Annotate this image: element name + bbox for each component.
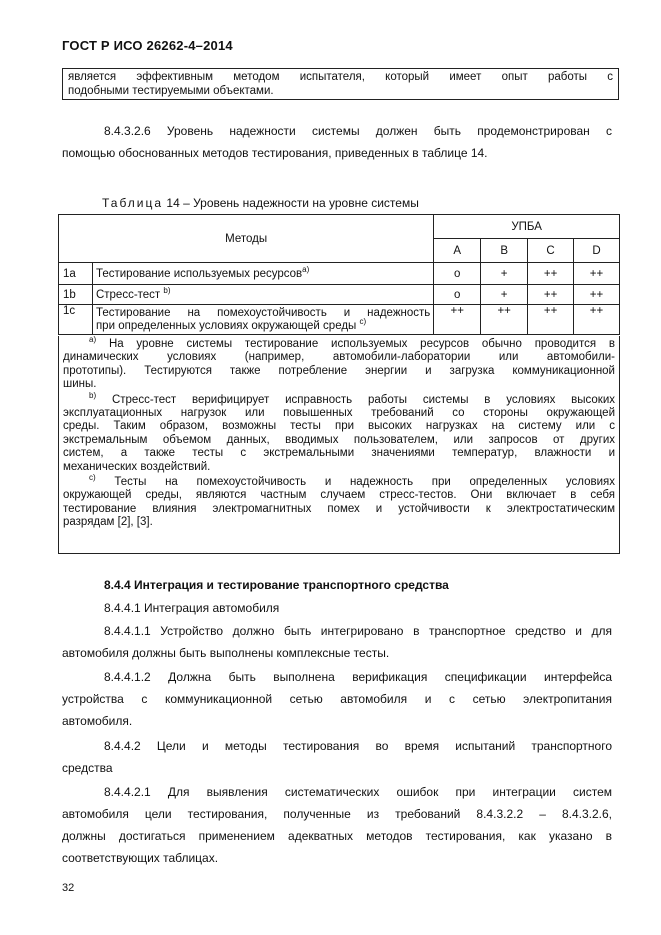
- page-number: 32: [62, 882, 75, 894]
- cell-value: o: [434, 263, 481, 285]
- note-text: механических воздействий.: [63, 460, 211, 473]
- row-method: [92, 285, 433, 305]
- footnote-mark: b): [89, 390, 97, 400]
- cell-value: ++: [481, 305, 528, 335]
- note-text: среды. Таким образом, возможны тесты при высоких нагрузках на систему или с: [63, 420, 615, 433]
- cell-value: ++: [528, 263, 574, 285]
- paragraph-8-4-4-1: 8.4.4.1 Интеграция автомобиля: [104, 601, 280, 615]
- text-line: устройства с коммуникационной сетью автомобиля и с сетью электропитания: [62, 692, 612, 706]
- footnote-ref: c): [359, 316, 367, 326]
- cell-value: ++: [574, 263, 620, 285]
- cell-value: ++: [528, 285, 574, 305]
- note-text: Стресс-тест верифицирует исправность работы системы в условиях высоких: [111, 393, 615, 406]
- text-line: 8.4.4.2.1 Для выявления систематических ошибок при интеграции систем: [104, 785, 612, 799]
- section-title: 8.4.4 Интеграция и тестирование транспортного средства: [104, 578, 449, 592]
- row-id: 1b: [59, 285, 93, 305]
- method-text: при определенных условиях окружающей среды: [95, 319, 357, 332]
- text-line: автомобиля должны быть выполнены комплексные тесты.: [62, 646, 390, 660]
- section-8-4-4-title: [104, 574, 449, 596]
- text-line: должны достигаться применением адекватных методов тестирования, как указано в: [62, 829, 612, 843]
- table-row: [59, 285, 620, 305]
- method-text: Стресс-тест: [95, 288, 161, 301]
- table-caption-word: Таблица: [102, 196, 164, 210]
- paragraph-8-4-4-1-1: [62, 620, 612, 664]
- header-level: C: [528, 239, 574, 263]
- text-line: автомобиля.: [62, 714, 133, 728]
- cell-value: ++: [574, 305, 620, 335]
- header-level: A: [434, 239, 481, 263]
- footnote-mark: a): [89, 335, 97, 345]
- note-text: прототипы). Тестируются также потребление энергии и загрузка коммуникационной: [63, 364, 615, 377]
- header-upba: УПБА: [434, 215, 620, 239]
- footnote-ref: b): [163, 285, 171, 295]
- text-line: соответствующих таблицах.: [62, 851, 219, 865]
- note-text: экстремальным объемом данных, вводимых пользователем, или запросов от других: [63, 433, 615, 446]
- footnote-c: [63, 473, 615, 530]
- cell-value: ++: [574, 285, 620, 305]
- continuation-box: [62, 68, 619, 100]
- text-line: 8.4.4.1.1 Устройство должно быть интегрировано в транспортное средство и для: [104, 624, 612, 638]
- note-text: динамических условиях (например, автомобили-лаборатории или автомобили-: [63, 351, 615, 364]
- row-id: 1a: [59, 263, 93, 285]
- footnote-b: [63, 390, 615, 474]
- cell-value: o: [434, 285, 481, 305]
- note-text: систем, а также тесты с экстремальными значениями температур, влажности и: [63, 447, 615, 460]
- method-text: Тестирование используемых ресурсов: [95, 267, 303, 280]
- text-line: автомобиля цели тестирования, полученные из требований 8.4.3.2.2 – 8.4.3.2.6,: [62, 807, 612, 821]
- table-header-row: [59, 215, 620, 239]
- paragraph-8-4-4-1-2: [62, 666, 612, 732]
- note-text: шины.: [63, 378, 97, 391]
- reliability-table: [58, 214, 620, 335]
- note-text: разрядам [2], [3].: [63, 516, 153, 529]
- table-footnotes: [58, 336, 620, 554]
- text-line: 8.4.3.2.6 Уровень надежности системы должен быть продемонстрирован с: [104, 124, 612, 138]
- note-text: окружающей среды, являются частным случаем стресс-тестов. Они включает в себя: [63, 489, 615, 502]
- note-text: На уровне системы тестирование используемых ресурсов обычно проводится в: [108, 338, 615, 350]
- row-method: [92, 263, 433, 285]
- text-line: помощью обоснованных методов тестирования, приведенных в таблице 14.: [62, 146, 488, 160]
- method-text: Тестирование на помехоустойчивость и надежность: [95, 306, 431, 319]
- table-row: [59, 305, 620, 335]
- table-caption-text: 14 – Уровень надежности на уровне системы: [163, 196, 419, 210]
- text-line: 8.4.4.1.2 Должна быть выполнена верификация спецификации интерфейса: [104, 670, 612, 684]
- cell-value: +: [481, 285, 528, 305]
- cell-value: +: [481, 263, 528, 285]
- footnote-mark: c): [89, 473, 96, 483]
- cell-value: ++: [434, 305, 481, 335]
- paragraph-8-4-4-2-1: [62, 781, 612, 869]
- header-methods: Методы: [59, 215, 434, 263]
- row-method: [92, 305, 433, 335]
- note-text: Тесты на помехоустойчивость и надежность при определенных условиях: [114, 476, 615, 489]
- note-text: тестирование влияния электромагнитных помех и устойчивости к электростатическим: [63, 502, 615, 515]
- paragraph-8-4-4-2: [62, 735, 612, 779]
- text-line: средства: [62, 761, 113, 775]
- footnote-ref: a): [302, 264, 310, 274]
- document-header: ГОСТ Р ИСО 26262-4–2014: [62, 38, 233, 53]
- footnote-a: [63, 335, 615, 392]
- continuation-line: подобными тестируемыми объектами.: [68, 85, 274, 97]
- continuation-line: является эффективным методом испытателя, который имеет опыт работы с: [68, 71, 613, 83]
- cell-value: ++: [528, 305, 574, 335]
- table-row: [59, 263, 620, 285]
- header-level: D: [574, 239, 620, 263]
- row-id: 1c: [59, 305, 93, 335]
- text-line: 8.4.4.2 Цели и методы тестирования во время испытаний транспортного: [104, 739, 612, 753]
- paragraph-8-4-3-2-6: [62, 120, 612, 164]
- header-level: B: [481, 239, 528, 263]
- table-caption: [102, 196, 419, 210]
- note-text: эксплуатационных нагрузок или повышенных требований со стороны окружающей: [63, 407, 615, 420]
